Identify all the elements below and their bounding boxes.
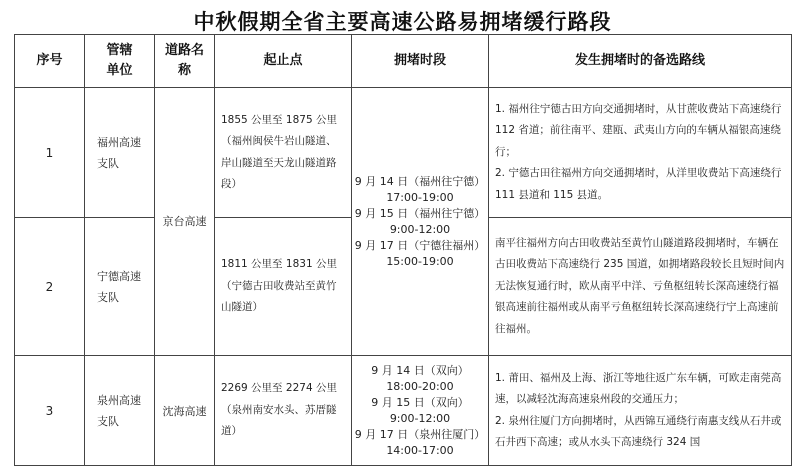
row-time: 9 月 14 日（双向） 18:00-20:00 9 月 15 日（双向） 9:00-12:00 9 月 17 日（泉州往厦门） 14:00-17:00 xyxy=(352,356,489,466)
header-road: 道路名称 xyxy=(155,35,215,88)
page-title: 中秋假期全省主要高速公路易拥堵缓行路段 xyxy=(193,10,612,34)
row-seq: 3 xyxy=(15,356,85,466)
congestion-table xyxy=(14,34,792,466)
row-alt-route: 1. 莆田、福州及上海、浙江等地往返广东车辆，可欧走南莞高速，以减轻沈海高速泉州段的交通压力； 2. 泉州往厦门方向拥堵时，从西锦互通绕行南惠支线从石井或石井西下高速；或从水头下高速绕行 324 国 xyxy=(489,356,792,466)
header-range: 起止点 xyxy=(215,35,352,88)
header-alt-route: 发生拥堵时的备选路线 xyxy=(489,35,792,88)
row-time-merged: 9 月 14 日（福州往宁德） 17:00-19:00 9 月 15 日（福州往宁德） 9:00-12:00 9 月 17 日（宁德往福州） 15:00-19:00 xyxy=(352,88,489,356)
header-time: 拥堵时段 xyxy=(352,35,489,88)
row-unit: 福州高速支队 xyxy=(85,88,155,218)
row-range: 1855 公里至 1875 公里（福州闽侯牛岩山隧道、岸山隧道至天龙山隧道路段） xyxy=(215,88,352,218)
row-range: 1811 公里至 1831 公里（宁德古田收费站至黄竹山隧道） xyxy=(215,218,352,356)
table-row xyxy=(15,88,792,218)
row-seq: 2 xyxy=(15,218,85,356)
row-road: 沈海高速 xyxy=(155,356,215,466)
header-seq: 序号 xyxy=(15,35,85,88)
table-row xyxy=(15,356,792,466)
row-alt-route: 1. 福州往宁德古田方向交通拥堵时，从甘蔗收费站下高速绕行 112 省道；前往南平、建瓯、武夷山方向的车辆从福银高速绕行； 2. 宁德古田往福州方向交通拥堵时，从洋里收费站下高速绕行 111 县道和 115 县道。 xyxy=(489,88,792,218)
row-range: 2269 公里至 2274 公里（泉州南安水头、苏厝隧道） xyxy=(215,356,352,466)
table-header-row xyxy=(15,35,792,88)
row-unit: 宁德高速支队 xyxy=(85,218,155,356)
header-unit: 管辖单位 xyxy=(85,35,155,88)
row-road-merged: 京台高速 xyxy=(155,88,215,356)
row-unit: 泉州高速支队 xyxy=(85,356,155,466)
row-seq: 1 xyxy=(15,88,85,218)
row-alt-route: 南平往福州方向古田收费站至黄竹山隧道路段拥堵时，车辆在古田收费站下高速绕行 235 国道，如拥堵路段较长且短时间内无法恢复通行时，欧从南平中洋、亏鱼枢纽转长深高速绕行福银高速前往福州或从南平亏鱼枢纽转长深高速绕行宁上高速前往福州。 xyxy=(489,218,792,356)
